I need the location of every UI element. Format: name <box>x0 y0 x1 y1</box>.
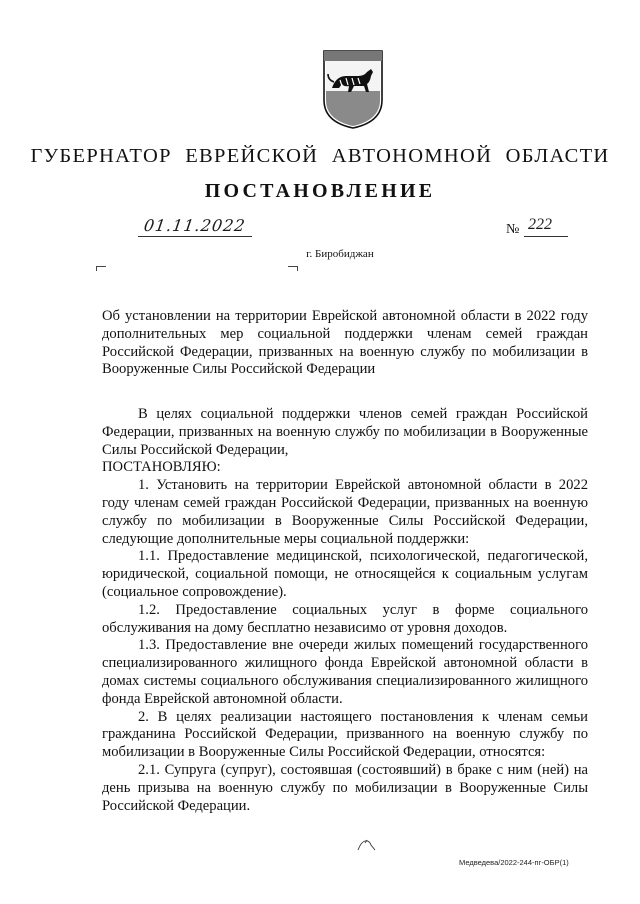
preamble: В целях социальной поддержки членов семей граждан Российской Федерации, призванных на военную службу по мобилизации в Вооруженные Силы Российской Федерации, <box>102 406 588 458</box>
clause-2-1: 2.1. Супруга (супруг), состоявшая (состоявший) в браке с ним (ней) на день призыва на военную службу по мобилизации в Вооруженные Силы Российской Федерации. <box>102 761 588 814</box>
clause-2: 2. В целях реализации настоящего постановления к членам семьи гражданина Российской Федерации, призванного на военную службу по мобилизации в Вооруженные Силы Российской Федерации, относятся: <box>102 708 588 761</box>
document-subject: Об установлении на территории Еврейской автономной области в 2022 году дополнительных мер социальной поддержки членам семей граждан Российской Федерации, призванных на военную службу по мобилизации в Вооруженные Силы Российской Федерации <box>102 308 588 378</box>
clause-1-2: 1.2. Предоставление социальных услуг в форме социального обслуживания на дому бесплатно независимо от уровня доходов. <box>102 601 588 636</box>
document-reference: Медведева/2022-244-пг-ОБР(1) <box>459 858 569 867</box>
number-field <box>524 216 568 237</box>
city-line: г. Биробиджан <box>306 248 374 260</box>
coat-of-arms-tiger-icon <box>320 48 386 130</box>
subject-bracket-right <box>288 266 298 271</box>
date-field <box>138 216 252 237</box>
subject-bracket-left <box>96 266 106 271</box>
clause-1-1: 1.1. Предоставление медицинской, психологической, педагогической, юридической, социальной помощи, не относящейся к социальным услугам (социальное сопровождение). <box>102 548 588 600</box>
handwritten-number: 222 <box>528 216 552 233</box>
decree-word: ПОСТАНОВЛЯЮ: <box>102 459 221 476</box>
authority-title: ГУБЕРНАТОР ЕВРЕЙСКОЙ АВТОНОМНОЙ ОБЛАСТИ <box>30 145 610 167</box>
handwritten-date: 01.11.2022 <box>142 216 247 235</box>
document-body <box>102 406 588 815</box>
clause-1: 1. Установить на территории Еврейской автономной области в 2022 году членам семей граждан Российской Федерации, призванных на военную службу по мобилизации в Вооруженные Силы Российской Федерации, следующие дополнительные меры социальной поддержки: <box>102 477 588 547</box>
number-sign: № <box>506 222 520 237</box>
document-type: ПОСТАНОВЛЕНИЕ <box>204 180 436 202</box>
clause-1-3: 1.3. Предоставление вне очереди жилых помещений государственного специализированного жилищного фонда Еврейской автономной области в домах системы социального обслуживания специализированного жилищного фонда Еврейской автономной области. <box>102 637 588 707</box>
handwritten-mark <box>356 838 378 852</box>
